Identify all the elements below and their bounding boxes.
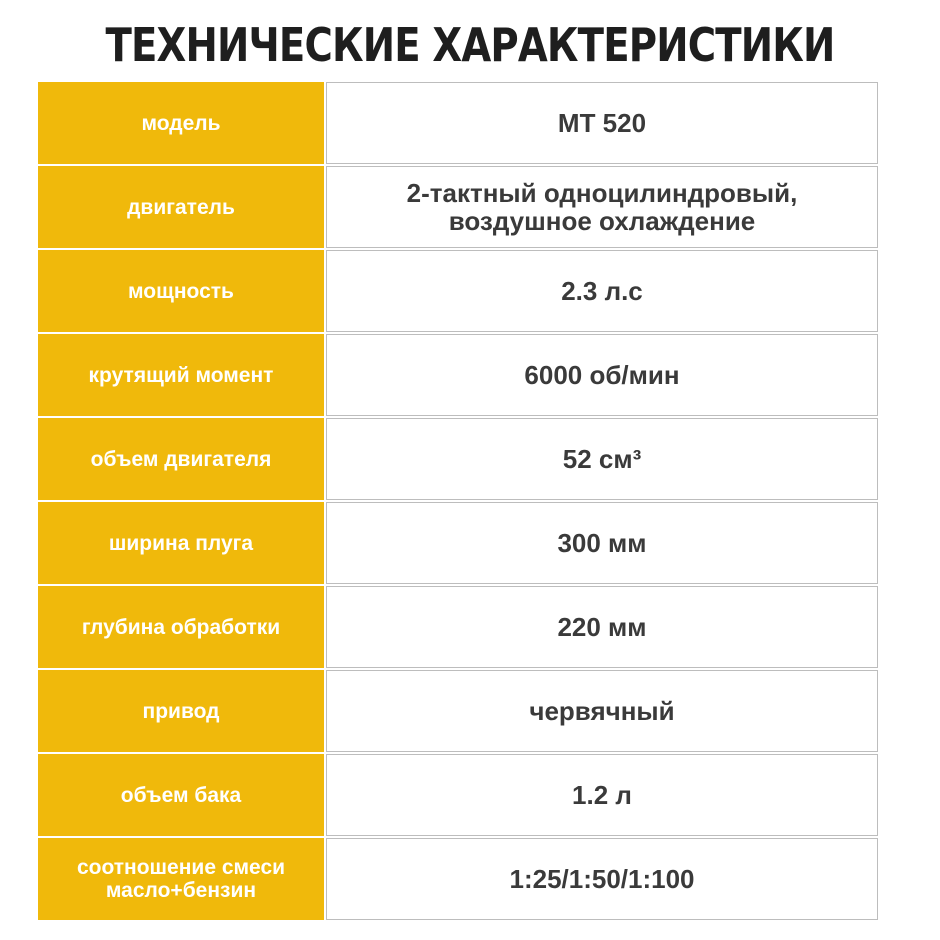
spec-table [38, 82, 878, 920]
spec-row-model [38, 82, 878, 164]
spec-value: червячный [326, 670, 878, 752]
spec-value: 220 мм [326, 586, 878, 668]
spec-label: крутящий момент [38, 334, 324, 416]
spec-row-torque [38, 334, 878, 416]
spec-label: объем бака [38, 754, 324, 836]
spec-row-power [38, 250, 878, 332]
spec-row-tilling-depth [38, 586, 878, 668]
spec-value: 6000 об/мин [326, 334, 878, 416]
spec-value: 52 см³ [326, 418, 878, 500]
spec-row-displacement [38, 418, 878, 500]
spec-label: модель [38, 82, 324, 164]
spec-label: глубина обработки [38, 586, 324, 668]
spec-row-fuel-mix [38, 838, 878, 920]
spec-row-engine [38, 166, 878, 248]
spec-label: мощность [38, 250, 324, 332]
spec-value: 1.2 л [326, 754, 878, 836]
spec-label: двигатель [38, 166, 324, 248]
spec-label: соотношение смеси масло+бензин [38, 838, 324, 920]
spec-row-drive [38, 670, 878, 752]
spec-label: ширина плуга [38, 502, 324, 584]
spec-value: 2.3 л.с [326, 250, 878, 332]
spec-row-plow-width [38, 502, 878, 584]
spec-value: 300 мм [326, 502, 878, 584]
spec-label: привод [38, 670, 324, 752]
spec-value: MT 520 [326, 82, 878, 164]
spec-value: 2-тактный одноцилиндровый, воздушное охлаждение [326, 166, 878, 248]
spec-row-tank-volume [38, 754, 878, 836]
page-title: ТЕХНИЧЕСКИЕ ХАРАКТЕРИСТИКИ [105, 18, 835, 72]
spec-value: 1:25/1:50/1:100 [326, 838, 878, 920]
spec-label: объем двигателя [38, 418, 324, 500]
